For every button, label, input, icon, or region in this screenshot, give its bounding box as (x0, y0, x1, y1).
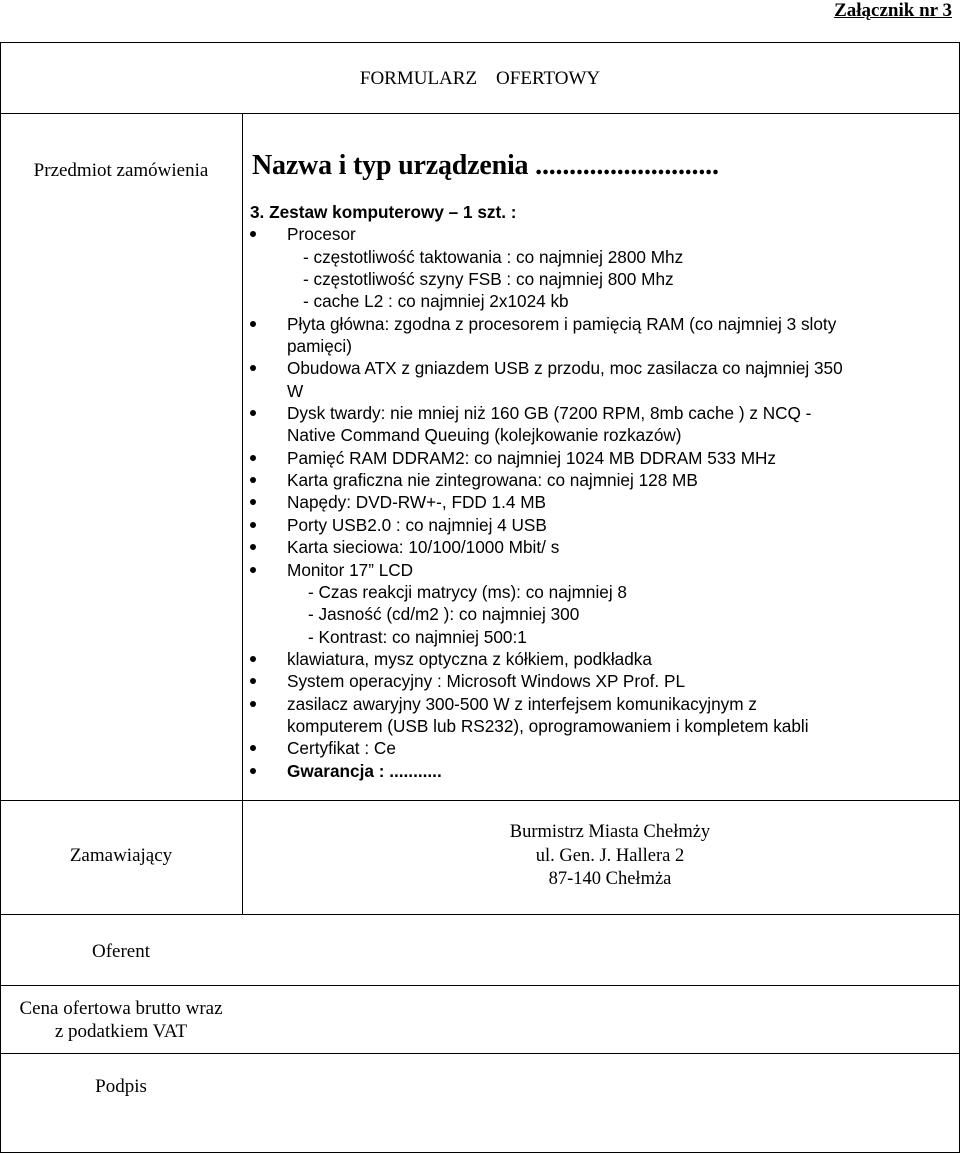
spec-item-line: pamięci) (287, 336, 352, 357)
column-divider (242, 113, 243, 915)
title-row-bottom-border (0, 113, 960, 114)
spec-item-line: Dysk twardy: nie mniej niż 160 GB (7200 RPM, 8mb cache ) z NCQ - (287, 403, 812, 424)
spec-sub-line: - Jasność (cd/m2 ): co najmniej 300 (308, 604, 580, 625)
spec-item-line: Monitor 17” LCD (287, 559, 414, 580)
spec-sub-line: - Czas reakcji matrycy (ms): co najmniej 8 (308, 581, 627, 602)
spec-sub-line: - częstotliwość szyny FSB : co najmniej 800 Mhz (303, 269, 674, 290)
spec-item (248, 447, 960, 469)
spec-item-line: Karta sieciowa: 10/100/1000 Mbit/ s (287, 537, 560, 558)
buyer-address (470, 821, 750, 892)
table-bottom-border (0, 1152, 960, 1153)
spec-item-line: Obudowa ATX z gniazdem USB z przodu, moc zasilacza co najmniej 350 (287, 358, 843, 379)
subject-row-bottom-border (0, 800, 960, 801)
spec-item-line: klawiatura, mysz optyczna z kółkiem, podkładka (287, 648, 652, 669)
spec-item-line: zasilacz awaryjny 300-500 W z interfejsem komunikacyjnym z (287, 693, 757, 714)
spec-item (248, 648, 960, 670)
spec-item (248, 737, 960, 759)
spec-item (248, 559, 960, 648)
form-title: FORMULARZ OFERTOWY (359, 68, 601, 89)
spec-item (248, 469, 960, 491)
price-row-bottom-border (0, 1053, 960, 1054)
spec-item-line: Karta graficzna nie zintegrowana: co najmniej 128 MB (287, 470, 698, 491)
spec-item-line: Płyta główna: zgodna z procesorem i pamięcią RAM (co najmniej 3 sloty (287, 313, 837, 334)
spec-item-line: Certyfikat : Ce (287, 738, 396, 759)
spec-item-line: Gwarancja : ........... (287, 760, 442, 781)
price-label-line1: Cena ofertowa brutto wraz (19, 998, 223, 1019)
spec-item-line: Native Command Queuing (kolejkowanie rozkazów) (287, 425, 682, 446)
spec-list (248, 201, 960, 782)
spec-item (248, 491, 960, 513)
spec-heading: 3. Zestaw komputerowy – 1 szt. : (250, 202, 517, 222)
table-top-border (0, 42, 960, 43)
spec-item-line: System operacyjny : Microsoft Windows XP Prof. PL (287, 671, 685, 692)
spec-item-line: Procesor (287, 224, 356, 245)
spec-item-line: Napędy: DVD-RW+-, FDD 1.4 MB (287, 492, 546, 513)
spec-item (248, 760, 960, 782)
buyer-city: 87-140 Chełmża (548, 869, 672, 889)
spec-item (248, 693, 960, 738)
spec-sub-line: - cache L2 : co najmniej 2x1024 kb (303, 291, 569, 312)
signature-label: Podpis (95, 1076, 147, 1097)
spec-item (248, 223, 960, 312)
spec-sub-line: - Kontrast: co najmniej 500:1 (308, 626, 527, 647)
spec-sub-line: - częstotliwość taktowania : co najmniej 2800 Mhz (303, 246, 684, 267)
spec-item (248, 670, 960, 692)
spec-item (248, 514, 960, 536)
spec-item-line: Pamięć RAM DDRAM2: co najmniej 1024 MB DDRAM 533 MHz (287, 447, 777, 468)
price-label (0, 997, 242, 1043)
spec-item-line: W (287, 380, 304, 401)
bidder-row-bottom-border (0, 985, 960, 986)
buyer-name: Burmistrz Miasta Chełmży (509, 822, 711, 842)
spec-items (248, 223, 960, 782)
bidder-label: Oferent (91, 941, 151, 962)
buyer-street: ul. Gen. J. Hallera 2 (535, 845, 685, 866)
spec-item (248, 313, 960, 358)
price-label-line2: z podatkiem VAT (54, 1021, 188, 1042)
spec-item (248, 357, 960, 402)
orderer-row-bottom-border (0, 914, 960, 915)
spec-item (248, 536, 960, 558)
spec-item (248, 402, 960, 447)
annex-label: Załącznik nr 3 (834, 0, 952, 21)
orderer-label: Zamawiający (69, 845, 173, 866)
spec-item-line: Porty USB2.0 : co najmniej 4 USB (287, 514, 547, 535)
subject-label: Przedmiot zamówienia (33, 160, 209, 181)
table-left-border (0, 42, 1, 1153)
device-title: Nazwa i typ urządzenia ........................... (252, 150, 719, 181)
spec-item-line: komputerem (USB lub RS232), oprogramowaniem i kompletem kabli (287, 715, 809, 736)
